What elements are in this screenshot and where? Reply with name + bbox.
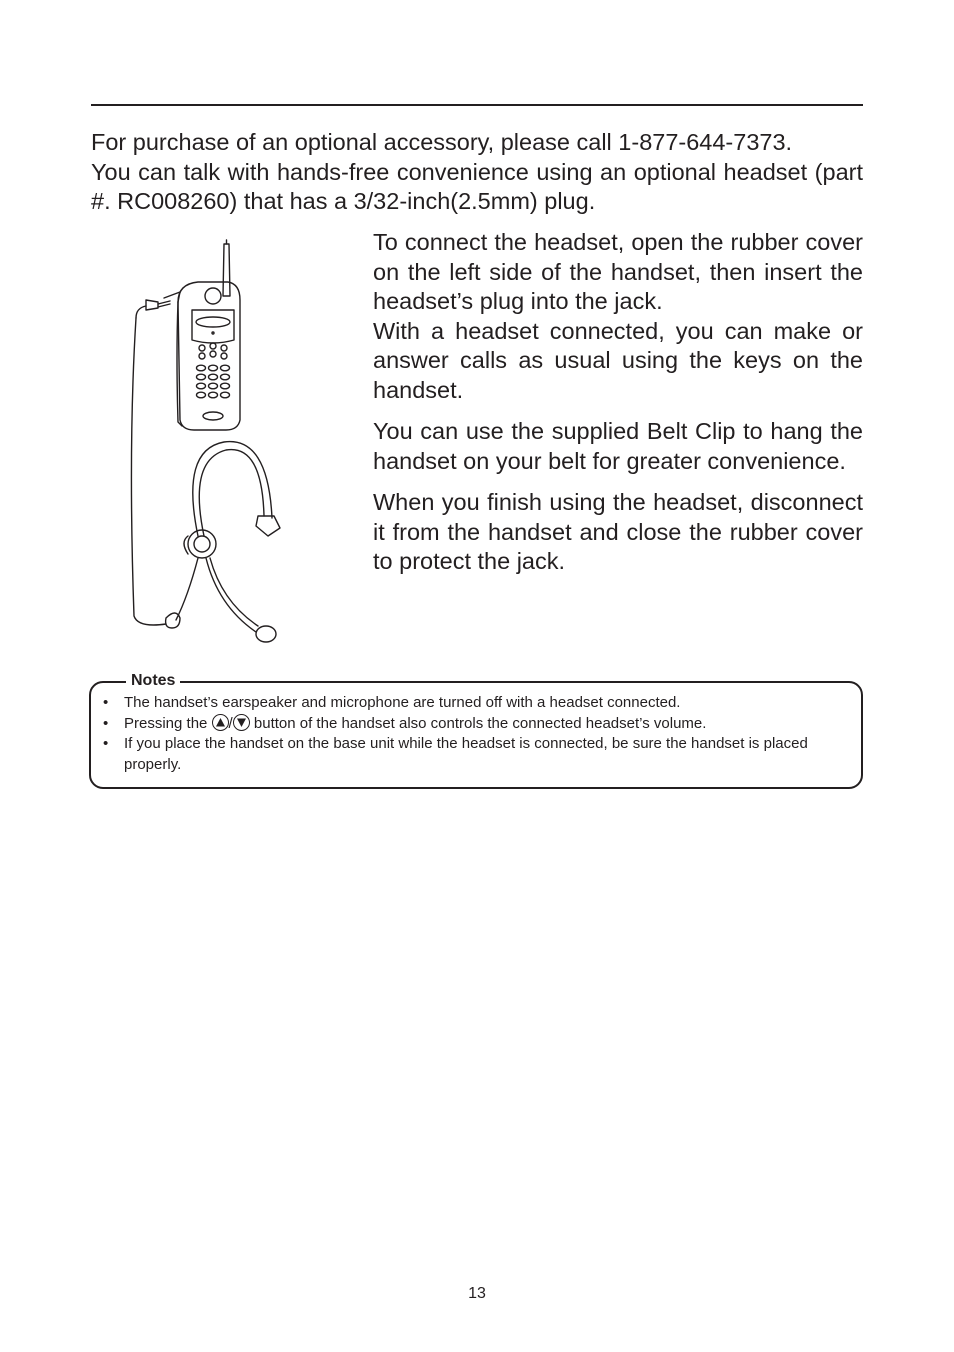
top-rule bbox=[91, 104, 863, 106]
instructions-column bbox=[373, 228, 863, 577]
note-item bbox=[100, 693, 852, 714]
note-item bbox=[100, 734, 852, 775]
calls-paragraph: With a headset connected, you can make or answer calls as usual using the keys on the handset. bbox=[373, 317, 863, 403]
belt-clip-paragraph: You can use the supplied Belt Clip to hang the handset on your belt for greater convenience. bbox=[373, 418, 863, 474]
page-number: 13 bbox=[468, 1285, 486, 1302]
bullet: • bbox=[103, 694, 109, 711]
bullet: • bbox=[103, 735, 109, 752]
bullet: • bbox=[103, 714, 109, 732]
handset-headset-illustration bbox=[118, 236, 288, 652]
note-text-end: button of the handset also controls the connected headset’s volume. bbox=[249, 714, 707, 732]
note-text: The handset’s earspeaker and microphone are turned off with a headset connected. bbox=[124, 694, 681, 711]
note-text-start: Pressing the bbox=[124, 714, 212, 732]
connect-paragraph: To connect the headset, open the rubber cover on the left side of the handset, then insert the headset’s plug into the jack. bbox=[373, 229, 863, 314]
intro-text bbox=[91, 128, 863, 217]
intro-line-purchase: For purchase of an optional accessory, please call 1-877-644-7373. bbox=[91, 129, 793, 155]
notes-title: Notes bbox=[126, 671, 180, 691]
volume-up-button-icon bbox=[212, 714, 229, 731]
disconnect-paragraph: When you finish using the headset, disconnect it from the handset and close the rubber cover to protect the jack. bbox=[373, 489, 863, 574]
note-item bbox=[100, 714, 852, 735]
intro-line-headset: You can talk with hands-free convenience using an optional headset (part #. RC008260) that has a 3/32-inch(2.5mm) plug. bbox=[91, 158, 863, 214]
note-text: If you place the handset on the base unit while the headset is connected, be sure the handset is placed properly. bbox=[124, 735, 808, 773]
note-text-separator: / bbox=[228, 714, 233, 732]
volume-down-button-icon bbox=[233, 714, 250, 731]
notes-list bbox=[100, 693, 852, 775]
